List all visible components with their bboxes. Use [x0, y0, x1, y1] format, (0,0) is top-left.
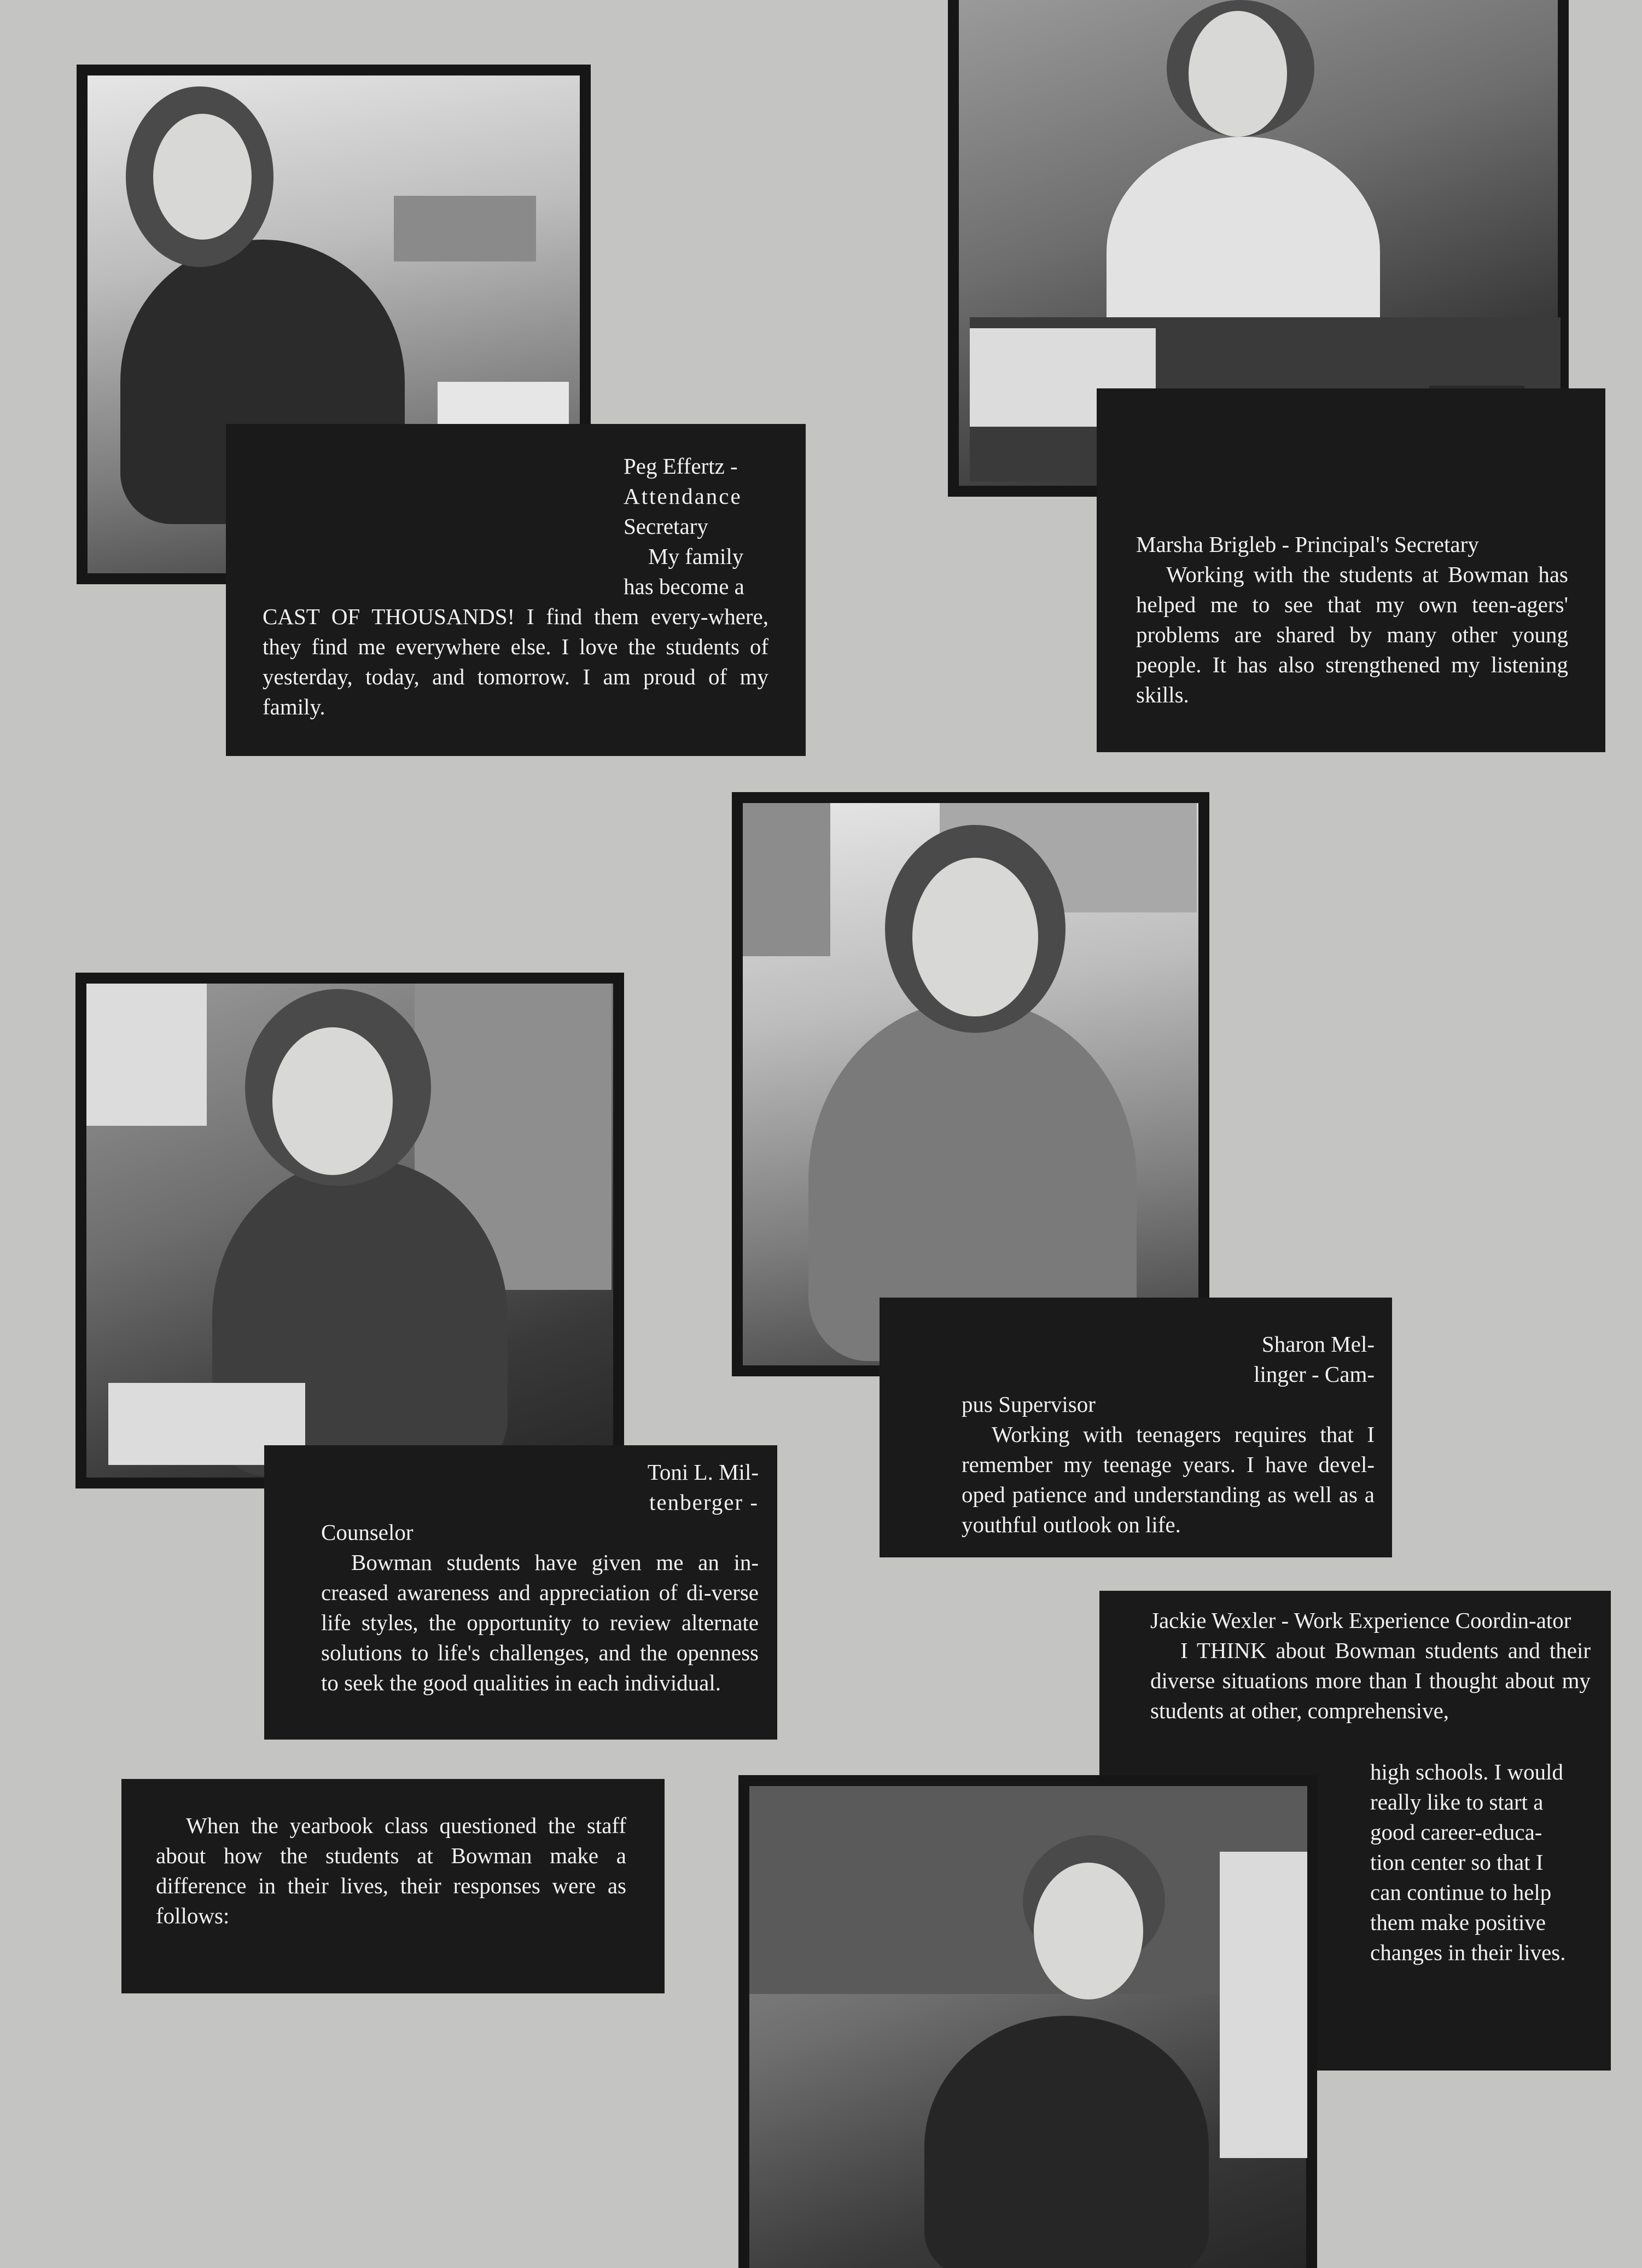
jackie-wexler-body-top: I THINK about Bowman students and their diverse situations more than I thought about my students at other, comprehensive,: [1150, 1638, 1591, 1723]
intro-text: [156, 1811, 626, 1931]
marsha-brigleb-body: Working with the students at Bowman has helped me to see that my own teen-agers' problems are shared by many other young people. It has also strengthened my listening skills.: [1136, 562, 1568, 707]
toni-miltenberger-name-3: Counselor: [321, 1520, 414, 1545]
peg-effertz-name-2: Attendance: [624, 484, 742, 509]
jackie-wexler-line-6: them make positive: [1370, 1910, 1546, 1935]
toni-miltenberger-name-1: Toni L. Mil-: [647, 1459, 759, 1485]
jackie-wexler-line-4: tion center so that I: [1370, 1850, 1544, 1875]
peg-effertz-lead-2: has become a: [624, 574, 744, 599]
jackie-wexler-line-3: good career-educa-: [1370, 1819, 1542, 1845]
intro-paragraph: When the yearbook class questioned the staff about how the students at Bowman make a difference in their lives, their responses were as follows:: [156, 1813, 626, 1928]
jackie-wexler-photo: [738, 1775, 1317, 2268]
jackie-wexler-line-1: high schools. I would: [1370, 1759, 1564, 1784]
sharon-mellinger-name-2: linger - Cam-: [1254, 1362, 1375, 1387]
jackie-wexler-line-7: changes in their lives.: [1370, 1940, 1566, 1965]
peg-effertz-body: CAST OF THOUSANDS! I find them every-where, they find me everywhere else. I love the students of yesterday, today, and tomorrow. I am proud of my family.: [263, 604, 768, 719]
toni-miltenberger-body: Bowman students have given me an in-creased awareness and appreciation of di-verse life styles, the opportunity to review alternate solutions to life's challenges, and the openness to seek the good qualities in each individual.: [321, 1550, 759, 1695]
peg-effertz-name-1: Peg Effertz -: [624, 453, 738, 479]
jackie-wexler-caption: [1150, 1606, 1591, 1726]
sharon-mellinger-body: Working with teenagers requires that I remember my teenage years. I have devel-oped patience and understanding as well as a youthful outlook on life.: [962, 1422, 1375, 1537]
jackie-wexler-name: Jackie Wexler - Work Experience Coordin-ator: [1150, 1608, 1571, 1633]
sharon-mellinger-name-3: pus Supervisor: [962, 1392, 1096, 1417]
jackie-wexler-line-5: can continue to help: [1370, 1880, 1552, 1905]
peg-effertz-caption: [263, 451, 768, 722]
jackie-wexler-line-2: really like to start a: [1370, 1789, 1544, 1815]
jackie-wexler-body-right: [1370, 1757, 1590, 1968]
marsha-brigleb-caption: [1136, 530, 1568, 710]
sharon-mellinger-name-1: Sharon Mel-: [1261, 1331, 1375, 1357]
peg-effertz-name-3: Secretary: [624, 514, 708, 539]
sharon-mellinger-photo: [732, 792, 1209, 1376]
toni-miltenberger-name-2: tenberger -: [649, 1490, 759, 1515]
peg-effertz-lead-1: My family: [648, 544, 744, 569]
toni-miltenberger-photo: [75, 973, 624, 1488]
marsha-brigleb-name: Marsha Brigleb - Principal's Secretary: [1136, 532, 1479, 557]
toni-miltenberger-caption: [321, 1457, 759, 1698]
sharon-mellinger-caption: [962, 1329, 1375, 1540]
